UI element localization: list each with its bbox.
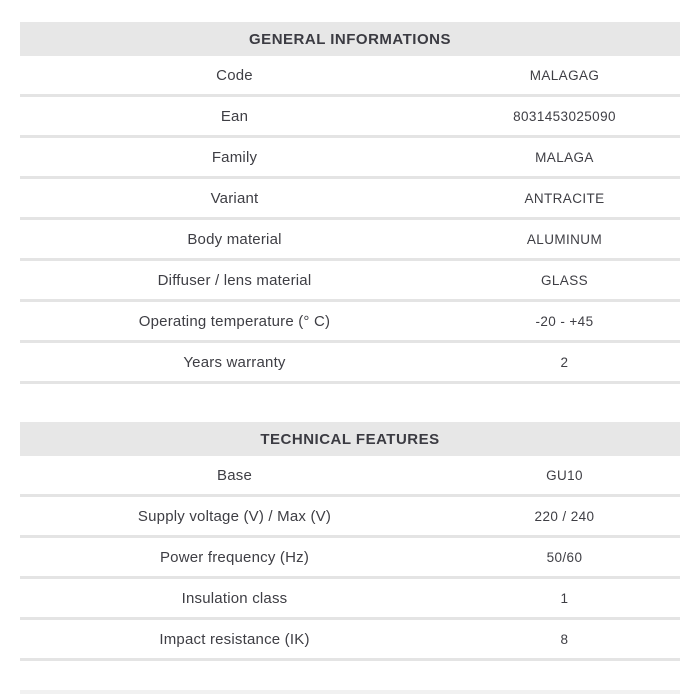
spec-label: Body material — [187, 230, 282, 248]
spec-row — [20, 579, 680, 620]
spec-row — [20, 456, 680, 497]
spec-row — [20, 302, 680, 343]
table-title: TECHNICAL FEATURES — [260, 430, 440, 448]
spec-value: 50/60 — [546, 549, 583, 565]
spec-label: Years warranty — [183, 353, 286, 371]
spec-value: 8 — [560, 631, 569, 647]
technical-features-table — [20, 422, 680, 661]
spec-value: 220 / 240 — [534, 508, 595, 524]
spec-value: MALAGA — [535, 149, 594, 165]
spec-label: Variant — [210, 189, 259, 207]
spec-row — [20, 56, 680, 97]
spec-label: Ean — [220, 107, 249, 125]
spec-value: 8031453025090 — [513, 108, 616, 124]
spec-row — [20, 179, 680, 220]
spec-row — [20, 220, 680, 261]
spec-label: Operating temperature (° C) — [138, 312, 331, 330]
next-section-edge — [20, 690, 680, 694]
spec-value: GU10 — [546, 467, 583, 483]
spec-value: MALAGAG — [529, 67, 600, 83]
spec-row — [20, 497, 680, 538]
spec-label: Impact resistance (IK) — [159, 630, 310, 648]
spec-label: Code — [216, 66, 253, 84]
spec-row — [20, 261, 680, 302]
spec-row — [20, 138, 680, 179]
spec-value: GLASS — [540, 272, 589, 288]
table-title: GENERAL INFORMATIONS — [249, 30, 451, 48]
technical-features-title-bar — [20, 422, 680, 456]
spec-label: Family — [211, 148, 258, 166]
spec-label: Base — [217, 466, 252, 484]
table-rows — [20, 56, 680, 384]
spec-value: 2 — [560, 354, 569, 370]
spec-row — [20, 343, 680, 384]
spec-value: ANTRACITE — [524, 190, 605, 206]
spec-value: 1 — [560, 590, 569, 606]
spec-row — [20, 620, 680, 661]
general-informations-title-bar — [20, 22, 680, 56]
spec-value: ALUMINUM — [526, 231, 603, 247]
spec-label: Power frequency (Hz) — [159, 548, 310, 566]
spec-label: Supply voltage (V) / Max (V) — [137, 507, 332, 525]
spec-value: -20 - +45 — [535, 313, 594, 329]
table-rows — [20, 456, 680, 661]
spec-label: Diffuser / lens material — [157, 271, 312, 289]
spec-row — [20, 538, 680, 579]
general-informations-table — [20, 22, 680, 384]
spec-label: Insulation class — [181, 589, 288, 607]
spec-row — [20, 97, 680, 138]
